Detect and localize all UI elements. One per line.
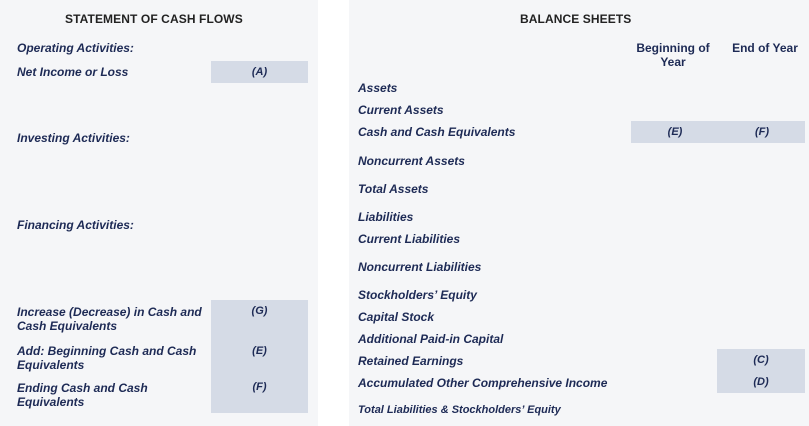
current-assets-label: Current Assets: [358, 103, 444, 117]
stockholders-equity-label: Stockholders’ Equity: [358, 288, 477, 302]
cash-equivalents-label: Cash and Cash Equivalents: [358, 125, 516, 139]
end-of-year-header: End of Year: [732, 41, 798, 55]
cash-flow-statement: [0, 0, 318, 426]
beginning-of-year-header: Beginning of Year: [636, 41, 710, 69]
aoci-cell: (D): [753, 376, 769, 388]
total-assets-label: Total Assets: [358, 182, 429, 196]
add-beginning-cash-label: Add: Beginning Cash and Cash Equivalents: [17, 344, 197, 372]
investing-activities-label: Investing Activities:: [17, 131, 130, 145]
additional-paid-in-capital-label: Additional Paid-in Capital: [358, 332, 504, 346]
aoci-label: Accumulated Other Comprehensive Income: [358, 376, 608, 390]
total-liabilities-equity-label: Total Liabilities & Stockholders’ Equity: [358, 404, 561, 416]
balance-sheets-title: BALANCE SHEETS: [520, 12, 632, 26]
cash-end-cell: (F): [719, 121, 805, 143]
ending-cash-cell: (F): [252, 381, 267, 393]
retained-earnings-label: Retained Earnings: [358, 354, 464, 368]
retained-earnings-cell: (C): [753, 354, 769, 366]
net-income-cell: (A): [211, 61, 308, 83]
noncurrent-liabilities-label: Noncurrent Liabilities: [358, 260, 482, 274]
capital-stock-label: Capital Stock: [358, 310, 435, 324]
current-liabilities-label: Current Liabilities: [358, 232, 461, 246]
operating-activities-label: Operating Activities:: [17, 41, 134, 55]
net-income-label: Net Income or Loss: [17, 65, 129, 79]
increase-decrease-cell: (G): [251, 305, 268, 317]
increase-decrease-label: Increase (Decrease) in Cash and Cash Equivalents: [17, 305, 202, 333]
cash-flow-title: STATEMENT OF CASH FLOWS: [65, 12, 243, 26]
financing-activities-label: Financing Activities:: [17, 218, 134, 232]
add-beginning-cash-cell: (E): [252, 345, 267, 357]
cash-beginning-cell: (E): [631, 121, 719, 143]
ending-cash-label: Ending Cash and Cash Equivalents: [17, 381, 148, 409]
noncurrent-assets-label: Noncurrent Assets: [358, 154, 465, 168]
liabilities-label: Liabilities: [358, 210, 414, 224]
balance-sheets: [349, 0, 809, 426]
assets-label: Assets: [358, 81, 398, 95]
